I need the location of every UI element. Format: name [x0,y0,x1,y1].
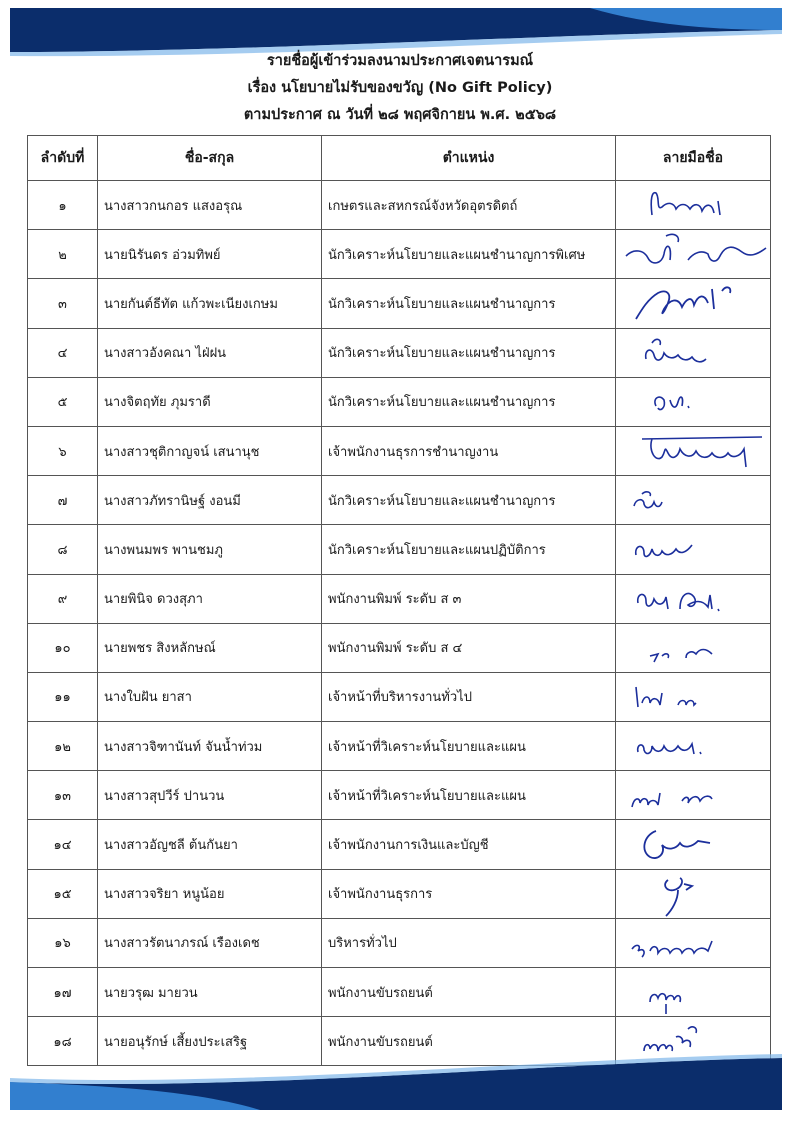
row-position: เจ้าพนักงานธุรการ [322,869,616,918]
bottom-banner [0,1052,800,1125]
row-position: นักวิเคราะห์นโยบายและแผนชำนาญการพิเศษ [322,230,616,279]
table-row [28,181,771,230]
table-row [28,476,771,525]
table-row [28,869,771,918]
row-name: นางสาวจิฑานันท์ จันน้ำท่วม [98,722,322,771]
column-header-signature: ลายมือชื่อ [616,136,771,181]
row-number: ๑๓ [28,771,98,820]
row-name: นางจิตฤทัย ภุมราดี [98,377,322,426]
signature-image [616,869,771,918]
row-position: บริหารทั่วไป [322,918,616,967]
row-position: นักวิเคราะห์นโยบายและแผนชำนาญการ [322,328,616,377]
row-name: นางสาวสุปวีร์ ปานวน [98,771,322,820]
signature-image [616,377,771,426]
table-row [28,279,771,328]
row-number: ๑ [28,181,98,230]
table-row [28,820,771,869]
row-name: นางสาวอังคณา ไฝ่ฝน [98,328,322,377]
signature-image [616,279,771,328]
row-name: นายอนุรักษ์ เสี้ยงประเสริฐ [98,1017,322,1066]
title-line-3: ตามประกาศ ณ วันที่ ๒๘ พฤศจิกายน พ.ศ. ๒๕๖๘ [243,107,557,123]
signature-image [616,918,771,967]
row-number: ๑๒ [28,722,98,771]
row-name: นางสาวจริยา หนูน้อย [98,869,322,918]
row-position: พนักงานขับรถยนต์ [322,1017,616,1066]
row-number: ๑๑ [28,672,98,721]
row-name: นายวรุฒ มายวน [98,968,322,1017]
row-number: ๑๕ [28,869,98,918]
row-number: ๑๘ [28,1017,98,1066]
document-header [0,48,800,129]
row-position: นักวิเคราะห์นโยบายและแผนชำนาญการ [322,279,616,328]
row-position: เจ้าหน้าที่บริหารงานทั่วไป [322,672,616,721]
row-name: นายพชร สิงหลักษณ์ [98,623,322,672]
signature-image [616,820,771,869]
table-row [28,426,771,475]
table-row [28,574,771,623]
signature-image [616,771,771,820]
signature-image [616,230,771,279]
column-header-name: ชื่อ-สกุล [98,136,322,181]
signature-image [616,476,771,525]
table-row [28,968,771,1017]
signature-image [616,968,771,1017]
table-row [28,328,771,377]
row-name: นางสาวกนกอร แสงอรุณ [98,181,322,230]
row-number: ๘ [28,525,98,574]
row-number: ๓ [28,279,98,328]
signature-image [616,672,771,721]
row-position: เจ้าพนักงานธุรการชำนาญงาน [322,426,616,475]
table-row [28,230,771,279]
row-name: นางใบฝัน ยาสา [98,672,322,721]
signature-image [616,181,771,230]
row-number: ๒ [28,230,98,279]
column-header-no: ลำดับที่ [28,136,98,181]
row-number: ๙ [28,574,98,623]
table-row [28,722,771,771]
signature-image [616,328,771,377]
row-position: พนักงานพิมพ์ ระดับ ส ๓ [322,574,616,623]
table-row [28,377,771,426]
row-number: ๕ [28,377,98,426]
row-number: ๗ [28,476,98,525]
row-position: เจ้าพนักงานการเงินและบัญชี [322,820,616,869]
row-name: นางสาวชุติกาญจน์ เสนานุช [98,426,322,475]
row-position: พนักงานขับรถยนต์ [322,968,616,1017]
table-row [28,918,771,967]
row-number: ๑๗ [28,968,98,1017]
title-line-1: รายชื่อผู้เข้าร่วมลงนามประกาศเจตนารมณ์ [266,53,534,69]
row-number: ๑๐ [28,623,98,672]
row-position: เจ้าหน้าที่วิเคราะห์นโยบายและแผน [322,771,616,820]
signature-image [616,426,771,475]
row-number: ๑๔ [28,820,98,869]
table-header-row [28,136,771,181]
column-header-position: ตำแหน่ง [322,136,616,181]
row-position: นักวิเคราะห์นโยบายและแผนปฏิบัติการ [322,525,616,574]
row-name: นางพนมพร พานชมภู [98,525,322,574]
signature-image [616,623,771,672]
row-number: ๑๖ [28,918,98,967]
table-row [28,525,771,574]
table-row [28,672,771,721]
signature-image [616,722,771,771]
row-name: นายกันต์ธีทัต แก้วพะเนียงเกษม [98,279,322,328]
row-position: เกษตรและสหกรณ์จังหวัดอุตรดิตถ์ [322,181,616,230]
row-position: พนักงานพิมพ์ ระดับ ส ๔ [322,623,616,672]
row-position: นักวิเคราะห์นโยบายและแผนชำนาญการ [322,476,616,525]
signature-image [616,574,771,623]
signature-image [616,525,771,574]
row-name: นายนิรันดร อ่วมทิพย์ [98,230,322,279]
row-number: ๔ [28,328,98,377]
row-name: นายพินิจ ดวงสุภา [98,574,322,623]
row-name: นางสาวอัญชลี ต้นกันยา [98,820,322,869]
row-position: เจ้าหน้าที่วิเคราะห์นโยบายและแผน [322,722,616,771]
row-name: นางสาวภัทรานิษฐ์ งอนมี [98,476,322,525]
row-name: นางสาวรัตนาภรณ์ เรืองเดช [98,918,322,967]
row-number: ๖ [28,426,98,475]
table-row [28,771,771,820]
signature-table [27,135,771,1066]
title-line-2: เรื่อง นโยบายไม่รับของขวัญ (No Gift Policy) [247,80,553,96]
table-row [28,623,771,672]
row-position: นักวิเคราะห์นโยบายและแผนชำนาญการ [322,377,616,426]
